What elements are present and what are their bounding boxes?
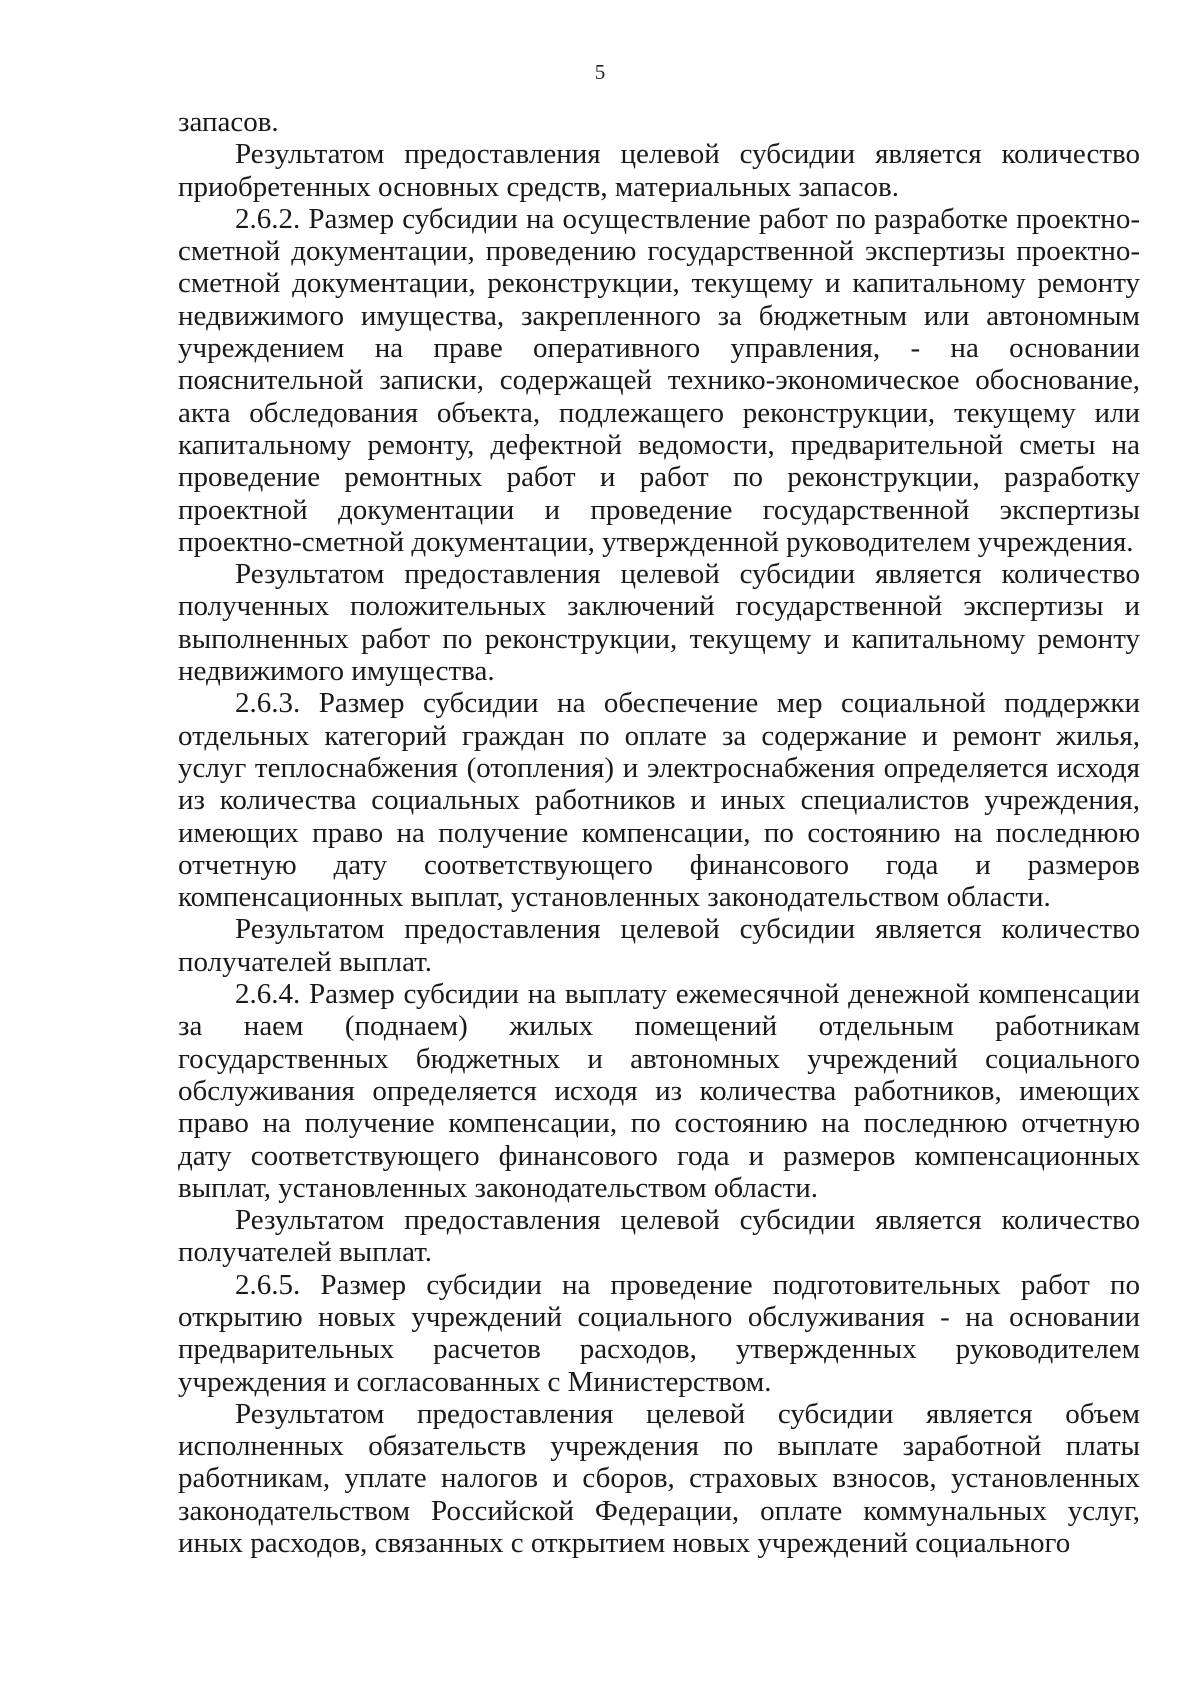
page-number: 5: [594, 60, 606, 84]
paragraph-2-6-2: 2.6.2. Размер субсидии на осуществление работ по разработке проектно-сметной документации, проведению государственной экспертизы проектно-сметной документации, реконструкции, текущему и капитальному ремонту недвижимого имущества, закрепленного за бюджетным или автономным учреждением на праве оперативного управления, - на основании пояснительной записки, содержащей технико-экономическое обоснование, акта обследования объекта, подлежащего реконструкции, текущему или капитальному ремонту, дефектной ведомости, предварительной сметы на проведение ремонтных работ и работ по реконструкции, разработку проектной документации и проведение государственной экспертизы проектно-сметной документации, утвержденной руководителем учреждения.: [178, 202, 1140, 558]
paragraph-result-2-6-1: Результатом предоставления целевой субсидии является количество приобретенных основных средств, материальных запасов.: [178, 138, 1140, 203]
paragraph-result-2-6-3: Результатом предоставления целевой субсидии является количество получателей выплат.: [178, 913, 1140, 978]
paragraph-result-2-6-2: Результатом предоставления целевой субсидии является количество полученных положительных заключений государственной экспертизы и выполненных работ по реконструкции, текущему и капитальному ремонту недвижимого имущества.: [178, 558, 1140, 688]
paragraph-2-6-4: 2.6.4. Размер субсидии на выплату ежемесячной денежной компенсации за наем (поднаем) жилых помещений отдельным работникам государственных бюджетных и автономных учреждений социального обслуживания определяется исходя из количества работников, имеющих право на получение компенсации, по состоянию на последнюю отчетную дату соответствующего финансового года и размеров компенсационных выплат, установленных законодательством области.: [178, 978, 1140, 1204]
paragraph-2-6-5: 2.6.5. Размер субсидии на проведение подготовительных работ по открытию новых учреждений социального обслуживания - на основании предварительных расчетов расходов, утвержденных руководителем учреждения и согласованных с Министерством.: [178, 1268, 1140, 1398]
document-body: [178, 106, 1140, 1559]
paragraph-continuation: запасов.: [178, 106, 279, 138]
paragraph-2-6-3: 2.6.3. Размер субсидии на обеспечение мер социальной поддержки отдельных категорий граждан по оплате за содержание и ремонт жилья, услуг теплоснабжения (отопления) и электроснабжения определяется исходя из количества социальных работников и иных специалистов учреждения, имеющих право на получение компенсации, по состоянию на последнюю отчетную дату соответствующего финансового года и размеров компенсационных выплат, установленных законодательством области.: [178, 687, 1140, 914]
paragraph-result-2-6-5: Результатом предоставления целевой субсидии является объем исполненных обязательств учреждения по выплате заработной платы работникам, уплате налогов и сборов, страховых взносов, установленных законодательством Российской Федерации, оплате коммунальных услуг, иных расходов, связанных с открытием новых учреждений социального: [178, 1397, 1140, 1560]
paragraph-result-2-6-4: Результатом предоставления целевой субсидии является количество получателей выплат.: [178, 1204, 1140, 1269]
